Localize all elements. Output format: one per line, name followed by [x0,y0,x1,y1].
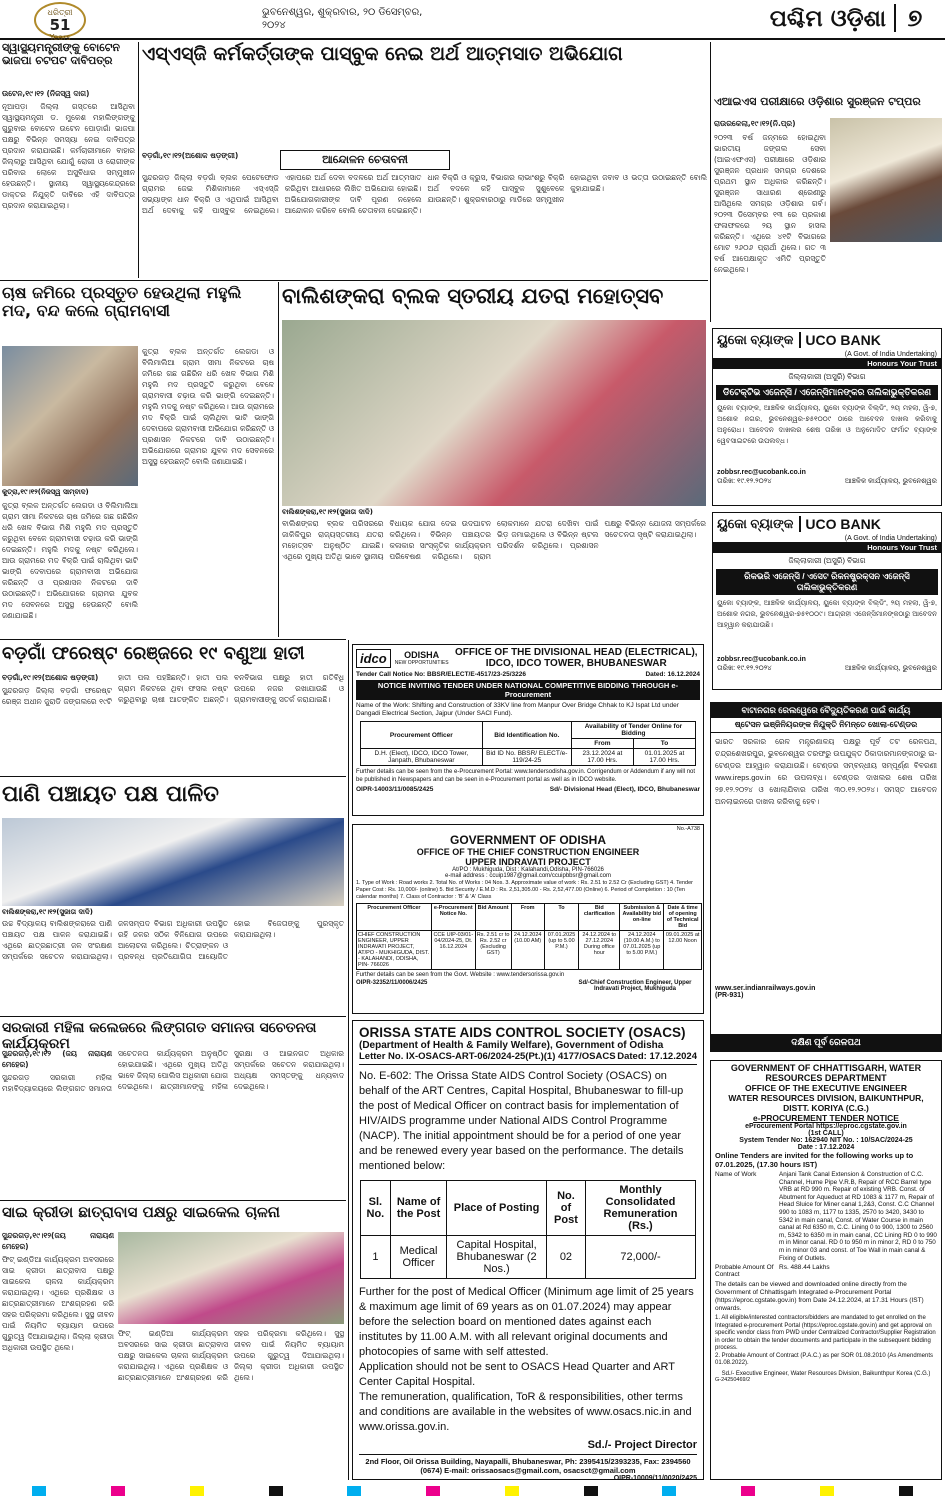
logo-years: 51 [49,16,71,34]
uip-th: To [544,904,578,931]
balishankara-body: ବାଲିଶଙ୍କରା ବ୍ଲକ ପରିସରରେ ଜାକିକିପୁର ରାଜ୍ୟସ୍ତରୀୟ ଯତରା ମହୋତ୍ସବ ଅନୁଷ୍ଠିତ ଯାଇଛି। ଏଥିରେ ମୁଖ୍ୟ ଅତିଥି ଭାବେ ସ୍ଥାନୀୟ ବିଧାୟକ ଯୋଗ ଦେଇ ଉଦଘାଟନ କରିଥିଲେ। ବିଭିନ୍ନ ପଞ୍ଚାୟତର କଳାକାର ସାଂସ୍କୃତିକ କାର୍ଯ୍ୟକ୍ରମ ପରିବେଷଣ କରିଥିଲେ। ଗ୍ରାମ ଲୋକମାନେ ଯତରା ଦେଖିବା ପାଇଁ ଭିଡ଼ ଜମାଇଥିଲେ ଓ ବିଭିନ୍ନ ଷ୍ଟଲ ପରିଦର୍ଶନ କରିଥିଲେ। ପ୍ରଶାସନ ପକ୍ଷରୁ ବିଭିନ୍ନ ଯୋଜନା ସମ୍ପର୍କରେ ସଚେତନତା ସୃଷ୍ଟି କରାଯାଇଥିଲା। [282,519,706,561]
cg-gov: GOVERNMENT OF CHHATTISGARH, WATER RESOURCES DEPARTMENT [730,1063,922,1083]
fraud-headline: ଏସ୍ଏସ୍‌ଜି କର୍ମକର୍ତ୍ତାଙ୍କ ପାସ୍‌ବୁକ ନେଇ ଅର୍ଥ ଆତ୍ମସାତ ଅଭିଯୋଗ [142,43,623,65]
uip-th: e-Procurement Notice No. [431,904,475,931]
uco2-odia-name: ୟୁକୋ ବ୍ୟାଙ୍କ [717,516,794,531]
uco-sign: ଆଞ୍ଚଳିକ କାର୍ଯ୍ୟାଳୟ, ଭୁବନେଶ୍ୱର [844,478,937,485]
idco-oipr: OIPR-14003/11/0085/2425 [356,786,434,793]
idco-th-from: From [571,739,633,749]
osacs-body4: The remuneration, qualification, ToR & responsibilities, other terms and conditions are available in the websites of www.osacs.nic.in and www.orissa.gov.in. [359,1391,692,1433]
cg-pac: Rs. 488.44 Lakhs [779,1264,830,1272]
topper-body [714,132,942,320]
uip-table [356,903,702,970]
osacs-letter: Letter No. IX-OSACS-ART-06/2024-25(Pt.)(1) 4177/OSACS [359,1051,616,1062]
railway-web: www.ser.indianrailways.gov.in [715,985,816,992]
logo-sub: Years [49,33,71,42]
uco2-title: ରିକଭରି ଏଜେନ୍ସି / ଏସେଟ ରିକନଷ୍ଟ୍ରକ୍ସନ ଏଜେନ୍ସି ତାଲିକାଭୁକ୍ତିକରଣ [716,569,938,595]
uip-note: Further details can be seen from the Govt. Website : www.tendersorissa.gov.in [356,972,565,978]
swatch-cyan [662,1486,676,1496]
swatch-magenta [111,1486,125,1496]
swatch-black [899,1486,913,1496]
osacs-td: 1 [361,1236,391,1279]
uip-th: Date & time of opening of Technical Bid [664,904,702,931]
odisha-logo-sub: NEW OPPORTUNITIES [394,660,449,666]
farmers-photo [2,346,138,486]
elephants-dateline: ବଡ଼ଗାଁ,୧୯।୧୨(ଅଶୋକ ଷଡ଼ଙ୍ଗୀ) [2,673,99,682]
uip-td: 24.12.2024 (10.00 A.M.) to 07.01.2025 (up to 5.00 P.M.) [620,931,664,970]
uip-email: e-mail address : ccuip1987@gmail.com/ccuipbbsr@gmail.com [445,873,611,879]
col-divider [710,42,711,322]
health-body [2,88,135,278]
uip-th: Procurement Officer [357,904,432,931]
cg-office: OFFICE OF THE EXECUTIVE ENGINEER [745,1083,907,1093]
swatch-magenta [426,1486,440,1496]
idco-td: Bid ID No. BBSR/ ELECT/e-119/24-25 [482,749,571,766]
college-text: ସୁନ୍ଦରଗଡ଼ ସରକାରୀ ମହିଳା ମହାବିଦ୍ୟାଳୟରେ ଲିଙ୍ଗଗତ ସମାନତା ସଚେତନତା କାର୍ଯ୍ୟକ୍ରମ ଅନୁଷ୍ଠିତ ହୋଇଯାଇଛି। ଏଥିରେ ମୁଖ୍ୟ ଅତିଥି ଭାବେ ଜିଲ୍ଲା ପୋଲିସ ଅଧିକାରୀ ଯୋଗ ଦେଇଥିଲେ। ଛାତ୍ରୀମାନଙ୍କୁ ମହିଳା ସୁରକ୍ଷା ଓ ଆଇନଗତ ଅଧିକାର ସମ୍ପର୍କରେ ସଚେତନ କରାଯାଇଥିଲା। ଅଧ୍ୟକ୍ଷ ସମସ୍ତଙ୍କୁ ଧନ୍ୟବାଦ ଦେଇଥିଲେ। [2,1049,344,1093]
section-title: ପଶ୍ଚିମ ଓଡ଼ିଶା [769,6,886,32]
fraud-dateline: ବଡ଼ଗାଁ,୧୯।୧୨(ଅଶୋକ ଷଡ଼ଙ୍ଗୀ) [142,151,239,160]
idco-sign: Sd/- Divisional Head (Elect), IDCO, Bhubaneswar [549,786,700,793]
sai-photo [118,1232,344,1324]
balishankara-caption: ବାଲିଶଙ୍କରା,୧୯।୧୨(ସୁଜାତା ଦାଦି) [282,508,373,516]
sai-text: ଫିଟ୍ ଇଣ୍ଡିଆ କାର୍ଯ୍ୟକ୍ରମ ଅବସରରେ ସାଇ କ୍ରୀଡା ଛାତ୍ରାବାସ ପକ୍ଷରୁ ସାଇକେଲ ଚାଳନା କାର୍ଯ୍ୟକ୍ରମ କରାଯାଇଥିଲା। ଏଥିରେ ପ୍ରଶିକ୍ଷକ ଓ ଛାତ୍ରଛାତ୍ରୀମାନେ ଅଂଶଗ୍ରହଣ କରି ସହର ପରିକ୍ରମା କରିଥିଲେ। ସୁସ୍ଥ ଜୀବନ ପାଇଁ ନିୟମିତ ବ୍ୟାୟାମ ଉପରେ ଗୁରୁତ୍ୱ ଦିଆଯାଇଥିଲା। ଜିଲ୍ଲା କ୍ରୀଡା ଅଧିକାରୀ ଉପସ୍ଥିତ ଥିଲେ। [2,1255,114,1352]
osacs-dated: Dated: 17.12.2024 [617,1051,697,1062]
health-headline: ସ୍ୱାସ୍ଥ୍ୟମନ୍ତ୍ରୀଙ୍କୁ ବୋଟେନ ଭାଜପା ଚଟପଟ ଦାବିପତ୍ର [2,41,120,67]
osacs-th: Place of Posting [447,1181,547,1236]
osacs-th: Sl. No. [361,1181,391,1236]
row-rule [0,1016,346,1017]
uco-dept: ଜିଲ୍ଲାକାରୀ (ଅସୁରି) ବିଭାଗ [788,372,866,381]
uip-ad [352,824,704,1014]
cg-sign: Sd./- Executive Engineer, Water Resources Division, Baikunthpur Korea (C.G.) [721,1370,931,1377]
fraud-kicker: ଆନ୍ଦୋଳନ ଚେତାବନୀ [280,150,450,170]
uip-no: No.-A738 [676,826,700,832]
railway-body: ଭାରତ ସରକାର ରେଳ ମନ୍ତ୍ରଣାଳୟ ପକ୍ଷରୁ ପୂର୍ବ ତଟ ରେଳପଥ, ଚନ୍ଦ୍ରଶେଖରପୁର, ଭୁବନେଶ୍ୱର ତରଫରୁ ଉପଯୁକ୍ତ ଠିକାଦାରମାନଙ୍କଠାରୁ ଇ-ଟେଣ୍ଡର ଆହ୍ୱାନ କରାଯାଉଛି। ଟେଣ୍ଡର ସମ୍ବନ୍ଧୀୟ ସମ୍ପୂର୍ଣ୍ଣ ବିବରଣୀ www.ireps.gov.in ରେ ଉପଲବ୍ଧ। ଟେଣ୍ଡର ଦାଖଲର ଶେଷ ତାରିଖ ୨୭.୧୨.୨୦୨୪ ଓ ଖୋଲାଯିବାର ତାରିଖ ୩୦.୧୨.୨୦୨୪। ସମସ୍ତ ଆବେଦନ ଅନଲାଇନରେ ଦାଖଲ କରିବାକୁ ହେବ। [715,737,937,806]
health-headline-box [2,42,135,86]
idco-work: Name of the Work: Shifting and Construction of 33KV line from Manpur Over Bridge Chhak to KJ Ispat Ltd under Dangadi Electrical Section, Jajpur (Under SACI Fund). [356,702,679,717]
swatch-cyan [347,1486,361,1496]
uip-td: Rs. 2.51 cr to Rs. 2.52 cr (Excluding GST) [475,931,511,970]
col-divider [278,282,279,637]
college-headline: ସରକାରୀ ମହିଳା କଲେଜରେ ଲିଙ୍ଗଗତ ସମାନତା ସଚେତନତା କାର୍ଯ୍ୟକ୍ରମ [2,1020,317,1053]
idco-table [360,721,696,766]
osacs-td: 02 [546,1236,585,1279]
uip-td: CCE UIP-03/01-04/2024-25, Dt. 16.12.2024 [431,931,475,970]
col-divider [348,640,349,1480]
farmers-body-left: କୁତ୍ରା ବ୍ଲକ ଅନ୍ତର୍ଗତ ଲେଗଡା ଓ ବିଲିମାଲିଆ ଗ୍ରାମ ସୀମା ନିକଟରେ ଚାଷ ଜମିରେ ଗଛ ଗଛିରିନ ଧରି ଖେଳ ବିଭାଗ ମିଶି ମହୁଲି ମଦ ପ୍ରସ୍ତୁତି କରୁଥିବା ବେଳେ ଗ୍ରାମବାସୀ ଚଢ଼ାଉ କରି ଭାଙ୍ଗି ଦେଇଛନ୍ତି। ମହୁଲି ମଦକୁ ନଷ୍ଟ କରିଥିଲେ। ଆଉ ଗ୍ରାମରେ ମଦ ବିକ୍ରି ପାଇଁ ଚାଲିଥିବା ଭାଟି ଭାଙ୍ଗି ଦେବାପରେ ଗ୍ରାମବାସୀ ଅଭିଯୋଗ କରିଛନ୍ତି ଓ ପ୍ରଶାସନ ନିକଟରେ ଦାବି ଉଠାଇଛନ୍ତି। ଅଭିଯୋଗରେ ଗ୍ରାମର ଯୁବକ ମଦ ସେବନରେ ଅସୁସ୍ଥ ହେଉଛନ୍ତି ବୋଲି ଜଣାଯାଇଛି। [2,501,138,620]
cg-work-label: Name of Work [715,1171,757,1178]
cg-note1: 1. All eligible/interested contractors/bidders are mandated to get enrolled on the Integrated e-procurement Portal (https://eproc.cgstate.gov.in) and get approval on specific vendor class from PWD under Centralized Contractor/Supplier Registration in order to obtain the tender documents and participate in the subsequent bidding process. [715,1315,936,1352]
railway-pr: (PR-931) [715,992,744,999]
osacs-oipr: OIPR-10009/11/0020/2425 [613,1475,697,1482]
balishankara-headline: ବାଲିଶଙ୍କରା ବ୍ଲକ ସ୍ତରୀୟ ଯତରା ମହୋତ୍ସବ [282,284,664,308]
sai-headline: ସାଇ କ୍ରୀଡା ଛାତ୍ରାବାସ ପକ୍ଷରୁ ସାଇକେଲ ଚାଳନା [2,1203,280,1221]
balishankara-photo [282,320,706,506]
cg-notice: e-PROCUREMENT TENDER NOTICE [753,1113,899,1123]
farmers-body-right: କୁତ୍ରା ବ୍ଲକ ଅନ୍ତର୍ଗତ ଲେଗଡା ଓ ବିଲିମାଲିଆ ଗ୍ରାମ ସୀମା ନିକଟରେ ଚାଷ ଜମିରେ ଗଛ ଗଛିରିନ ଧରି ଖେଳ ବିଭାଗ ମିଶି ମହୁଲି ମଦ ପ୍ରସ୍ତୁତି କରୁଥିବା ବେଳେ ଗ୍ରାମବାସୀ ଚଢ଼ାଉ କରି ଭାଙ୍ଗି ଦେଇଛନ୍ତି। ମହୁଲି ମଦକୁ ନଷ୍ଟ କରିଥିଲେ। ଆଉ ଗ୍ରାମରେ ମଦ ବିକ୍ରି ପାଇଁ ଚାଲିଥିବା ଭାଟି ଭାଙ୍ଗି ଦେବାପରେ ଗ୍ରାମବାସୀ ଅଭିଯୋଗ କରିଛନ୍ତି ଓ ପ୍ରଶାସନ ନିକଟରେ ଦାବି ଉଠାଇଛନ୍ତି। ଅଭିଯୋଗରେ ଗ୍ରାମର ଯୁବକ ମଦ ସେବନରେ ଅସୁସ୍ଥ ହେଉଛନ୍ତି ବୋଲି ଜଣାଯାଇଛି। [142,347,274,466]
uco2-logo: UCO BANK [799,516,880,532]
cg-call: (1st CALL) [808,1130,844,1137]
idco-th-avail: Availability of Tender Online for Bidding [571,722,695,739]
osacs-address: 2nd Floor, Oil Orissa Building, Nayapalli, Bhubaneswar, Ph: 2395415/2393235, Fax: 2394560 (0674) E-mail: orissaosacs@gmail.com, osacsct@gmail.com [359,1454,697,1475]
osacs-body2: Further for the post of Medical Officer (Minimum age limit of 25 years & maximum age limit of 69 years as on 01.07.2024) may appear before the selection board on mentioned dates against each institutes by 11.00 A.M. with all relevant original documents and photocopies of same with self attested. [359,1286,694,1358]
uco-date: ତାରିଖ: ୧୯.୧୨.୨୦୨୪ [717,478,772,485]
elephants-body [2,672,344,772]
idco-td: 01.01.2025 at 17.00 Hrs. [633,749,695,766]
uip-td: 24.12.2024 (10.00 AM) [511,931,544,970]
elephants-headline: ବଡ଼ଗାଁ ଫରେଷ୍ଟ ରେଞ୍ଜରେ ୧୯ ବଣୁଆ ହାତୀ [2,643,305,664]
topper-headline: ଏଆଇଏସ ପରୀକ୍ଷାରେ ଓଡ଼ିଶାର ସୁରଞ୍ଜନ ଟପ୍ପର [714,95,921,108]
cg-note: The details can be viewed and downloaded online directly from the Government of Chhattisgarh Integrated e-Procurement Portal (https://eproc.cgstate.gov.in) from Date 24.12.2024, at 17.31 Hours (IST) onwards. [715,1281,924,1313]
cg-pac-label: Probable Amount Of Contract [715,1264,774,1279]
pani-caption: ବାଲିଶଙ୍କରା,୧୯।୧୨(ସୁଜାତା ଦାଦି) [2,908,93,916]
idco-th-bid: Bid Identification No. [482,722,571,749]
row-rule [0,280,708,281]
osacs-th: No. of Post [546,1181,585,1236]
dateline: ଭୁବନେଶ୍ୱର, ଶୁକ୍ରବାର, ୨୦ ଡିସେମ୍ବର, ୨୦୨୪ [262,7,423,31]
idco-note: Further details can be seen from the e-Procurement Portal: www.tendersodisha.gov.in. Corrigendum or Addendum if any will not be published in Newspapers and can be seen in e-Procurement portal as well as in IDCO website. [356,769,696,783]
idco-th-officer: Procurement Officer [361,722,483,749]
idco-notice: NOTICE INVITING TENDER UNDER NATIONAL COMPETITIVE BIDDING THROUGH e-Procurement [356,680,700,700]
health-text: ନୂଆପଡ଼ା ଜିଲ୍ଲା ଗସ୍ତରେ ଆସିଥିବା ସ୍ୱାସ୍ଥ୍ୟମନ୍ତ୍ରୀ ଡ. ମୁକେଶ ମହାଲିଙ୍ଗଙ୍କୁ ଗୁରୁବାର ବୋଟେନ ଉଟେନ ପୋଡ଼ାଗାଁ ଭାଜପା ପକ୍ଷରୁ ବିଭିନ୍ନ ସମସ୍ୟା ନେଇ ଦାବିପତ୍ର ପ୍ରଦାନ କରାଯାଇଛି। କର୍ମଚାରୀମାନେ ବାହାର ଜିଲ୍ଲାରୁ ଆସିଥିବା ଯୋଗୁଁ ରୋଗୀ ଓ ରୋଗୀଙ୍କ ପରିବାର ଲୋକେ ଅସୁବିଧାର ସମ୍ମୁଖୀନ ହେଉଛନ୍ତି। ସ୍ଥାନୀୟ ସ୍ୱାସ୍ଥ୍ୟକେନ୍ଦ୍ରରେ ଡାକ୍ତର ନିଯୁକ୍ତି ଦାବିରେ ଏହି ଦାବିପତ୍ର ପ୍ରଦାନ କରାଯାଇଥିଲା। [2,102,135,210]
idco-th-to: To [633,739,695,749]
uip-details: 1. Type of Work : Road works 2. Total No. of Works : 04 Nos. 3. Approximate value of work : Rs. 2.51 to 2.52 Cr (Excluding GST) 4. Tender Paper Cost : Rs. 10,000/- (online) 5. Bid Security / E.M.D : Rs. 2,51,305.00 - Rs. 2,52,477.00 (Online) 6. Period of Completion : 10 (Ten calendar months) 7. Class of Contractor : 'B' & 'A' Class [356,880,693,900]
railway-title: ବାଟାନଗର ରେଲୱେରେ ବୈଦ୍ୟୁତିକରଣ ପାଇଁ କାର୍ଯ୍ୟ [711,703,941,718]
row-rule [0,1200,346,1201]
idco-title: OFFICE OF THE DIVISIONAL HEAD (ELECTRICAL), IDCO, IDCO TOWER, BHUBANESWAR [454,647,698,669]
uco-ad-2 [712,512,942,690]
uip-addr: At/PO : Mukhiguda, Dist : Kalahandi,Odisha, PIN-766026 [452,867,604,873]
osacs-dept: (Department of Health & Family Welfare), Government of Odisha [359,1040,664,1051]
uco2-sign: ଆଞ୍ଚଳିକ କାର୍ଯ୍ୟାଳୟ, ଭୁବନେଶ୍ୱର [844,665,937,672]
uco-tagline: Honours Your Trust [713,358,941,369]
osacs-td: Capital Hospital, Bhubaneswar (2 Nos.) [447,1236,547,1279]
col-divider [138,42,139,278]
farmers-headline: ଚାଷ ଜମିରେ ପ୍ରସ୍ତୁତ ହେଉଥିଲା ମହୁଲି ମଦ, ବନ୍ଦ କଲେ ଗ୍ରାମବାସୀ [2,283,242,321]
topper-dateline: ରାଉରକେଲା,୧୯।୧୨(ନି.ପ୍ର) [714,119,796,128]
swatch-yellow [190,1486,204,1496]
uip-th: Bid clarification [579,904,620,931]
osacs-ad [352,1020,704,1480]
pani-headline: ପାଣି ପଞ୍ଚାୟତ ପକ୍ଷ ପାଳିତ [2,782,219,807]
cg-footer: G-24250469/2 [715,1376,751,1383]
cg-ad [710,1060,942,1480]
college-body [2,1048,344,1198]
idco-td: D.H. (Elect), IDCO, IDCO Tower, Janpath, Bhubaneswar [361,749,483,766]
cg-website: eProcurement Portal https://eproc.cgstate.gov.in [745,1123,907,1130]
sai-body-right: ଫିଟ୍ ଇଣ୍ଡିଆ କାର୍ଯ୍ୟକ୍ରମ ଅବସରରେ ସାଇ କ୍ରୀଡା ଛାତ୍ରାବାସ ପକ୍ଷରୁ ସାଇକେଲ ଚାଳନା କାର୍ଯ୍ୟକ୍ରମ କରାଯାଇଥିଲା। ଏଥିରେ ପ୍ରଶିକ୍ଷକ ଓ ଛାତ୍ରଛାତ୍ରୀମାନେ ଅଂଶଗ୍ରହଣ କରି ସହର ପରିକ୍ରମା କରିଥିଲେ। ସୁସ୍ଥ ଜୀବନ ପାଇଁ ନିୟମିତ ବ୍ୟାୟାମ ଉପରେ ଗୁରୁତ୍ୱ ଦିଆଯାଇଥିଲା। ଜିଲ୍ଲା କ୍ରୀଡା ଅଧିକାରୀ ଉପସ୍ଥିତ ଥିଲେ। [118,1329,344,1382]
idco-td: 23.12.2024 at 17.00 Hrs. [571,749,633,766]
swatch-black [584,1486,598,1496]
uco2-govt: (A Govt. of India Undertaking) [844,535,937,542]
railway-ad [710,702,942,1052]
anniversary-logo [34,2,86,42]
osacs-th: Monthly Consolidated Remuneration (Rs.) [586,1181,696,1236]
topper-text: ୨୦୨୩ ବର୍ଷ ଜନ୍ମରେ ହୋଇଥିବା ଭାରତୀୟ ଜଙ୍ଗଲ ସେବା (ଆଇଏଫଏସ) ପରୀକ୍ଷାରେ ଓଡ଼ିଶାର ସୁରଞ୍ଜନ ପ୍ରଧାନ ସମଗ୍ର ଦେଶରେ ପ୍ରଥମ ସ୍ଥାନ ଅଧିକାର କରିଛନ୍ତି। ସୁରଞ୍ଜନ ସାଧାରଣ ଶ୍ରେଣୀରୁ ଆସିଥିଲେ ସମଗ୍ର ଓଡ଼ିଶାର ଗର୍ବ। ୨୦୨୩ ଡିସେମ୍ବର ୧୩ ରେ ପ୍ରକାଶ ଫଳାଫଳରେ ୨ୟ ସ୍ଥାନ ହାସଲ କରିଛନ୍ତି। ଏଥିରେ ୪୧ଟି ବିଭାଗରେ ମୋଟ ୨୬୦୬ ପ୍ରାର୍ଥୀ ଥିଲେ। ଗତ ୩ ବର୍ଷ ଆପେକ୍ଷାକୃତ ଏମିତି ପ୍ରସ୍ତୁତି ନେଇଥିଲେ। [714,133,826,274]
uip-td: CHIEF CONSTRUCTION ENGINEER, UPPER INDRAVATI PROJECT, AT/PO - MUKHIGUDA, DIST. - KALAHANDI, ODISHA, PIN- 766026 [357,931,432,970]
uip-office: OFFICE OF THE CHIEF CONSTRUCTION ENGINEER [416,847,640,857]
elephants-text: ସୁନ୍ଦରଗଡ଼ ଜିଲ୍ଲା ବଡ଼ଗାଁ ଫରେଷ୍ଟ ରେଞ୍ଜ ଅଧୀନ ଜୁରାଡି ଜଙ୍ଗଲରେ ୧୯ଟି ହାତୀ ପଲ ପହଞ୍ଚିଛନ୍ତି। ହାତୀ ପଲ ଗ୍ରାମ ନିକଟରେ ଥିବା ଫସଲ ନଷ୍ଟ କରୁଥିବାରୁ ଚାଷୀ ଆତଙ୍କିତ ଅଛନ୍ତି। ବନବିଭାଗ ପକ୍ଷରୁ ହାତୀ ଗତିବିଧି ଉପରେ ନଜର ରଖାଯାଉଛି ଓ ଗ୍ରାମବାସୀଙ୍କୁ ସତର୍କ କରାଯାଇଛି। [2,673,344,706]
idco-logo: idco [360,650,387,666]
uco-email: zobbsr.rec@ucobank.co.in [717,469,806,476]
swatch-cyan [32,1486,46,1496]
cg-invite: Online Tenders are invited for the following works up to 07.01.2025, (17.30 hours IST) [715,1151,914,1169]
osacs-title: ORISSA STATE AIDS CONTROL SOCIETY (OSACS) [359,1025,686,1040]
swatch-black [269,1486,283,1496]
uip-th: Bid Amount [475,904,511,931]
fraud-body: ସୁନ୍ଦରଗଡ଼ ଜିଲ୍ଲା ବଡ଼ଗାଁ ବ୍ଲକ ପେଟେଫୋଡ ଗ୍ରାମର ଜେଇ ମିଶିକାମାନେ ଏସ୍ଏସ୍‌ଜି ସଭ୍ୟାଙ୍କ ଧାନ ବିକ୍ରି ଓ ଏଥିପାଇଁ ଆସିଥିବା ଅର୍ଥ ଦେବାକୁ କହି ପାସ୍‌ବୁକ ନେଇଥିଲେ। ଏହାପରେ ଅର୍ଥ ଦେବା ବଦଳରେ ଅର୍ଥ ଆତ୍ମସାତ କରିଥିବା ଆଧାରରେ ଲିଖିତ ଅଭିଯୋଗ ହୋଇଛି। ଅଭିଯୋଗକାରୀଙ୍କ ଦାବି ପୂରଣ ନହେଲେ ଆନ୍ଦୋଳନ କରିବେ ବୋଲି ଚେତାବନୀ ଦେଇଛନ୍ତି। ଧାନ ବିକ୍ରି ଓ କ୍ରୁସ, ବିଭାଗର ଲାଭାଂଶରୁ ବିକ୍ରି ଅର୍ଥ ବଦଳେ କହି ପାସ୍‌ବୁକ ସୁଶୁବେଳେ ଯାଉଛନ୍ତି। ଶୁକ୍ରବାରଠାରୁ ମାଡିରେ ସମ୍ମୁଖୀନ ହୋଇଥିବା ଜବାବ ଓ ଭତ୍ତା ଉଠାଇଛନ୍ତି ବୋଲି କୁହାଯାଇଛି। [142,173,707,215]
uip-project: UPPER INDRAVATI PROJECT [465,857,591,867]
osacs-td: 72,000/- [586,1236,696,1279]
uip-th: Submission & Availability bid on-line [620,904,664,931]
uco-odia-name: ୟୁକୋ ବ୍ୟାଙ୍କ [717,332,794,347]
health-dateline: ଉଟେନ,୧୯।୧୨ (ନିଜସ୍ୱ ଦାଗ) [2,89,90,98]
cg-note2: 2. Probable Amount of Contract (P.A.C.) as per SOR 01.08.2010 (As Amendments 01.08.2022). [715,1352,934,1367]
uco2-dept: ଜିଲ୍ଲାକାରୀ (ଅସୁରି) ବିଭାଗ [788,556,866,565]
cg-date: Date : 17.12.2024 [797,1144,855,1151]
uip-sign: Sd/-Chief Construction Engineer, Upper Indravati Project, Mukhiguda [578,980,692,992]
pani-photo [2,818,344,906]
uco2-email: zobbsr.rec@ucobank.co.in [717,656,806,663]
osacs-table [360,1180,696,1279]
idco-dated: Dated: 16.12.2024 [645,671,700,678]
swatch-magenta [741,1486,755,1496]
sai-dateline: ସୁନ୍ଦରଗଡ଼,୧୯।୧୨(ଜୟ ନାରାୟଣ ମେହେର) [2,1231,114,1251]
uco-logo: UCO BANK [799,332,880,348]
farmers-caption: କୁତ୍ରା,୧୯।୧୨(ନିଜସ୍ୱ ସାମ୍ବାଦ) [2,488,89,496]
row-rule [0,639,346,640]
page-number: ୭ [894,4,934,32]
uco2-body: ୟୁକୋ ବ୍ୟାଙ୍କ, ଆଞ୍ଚଳିକ କାର୍ଯ୍ୟାଳୟ, ୟୁକୋ ବ୍ୟାଙ୍କ ବିଲ୍ଡିଂ, ୨ୟ ମହଲା, ୱି-୭, ଅଶୋକ ନଗର, ଭୁବନେଶ୍ୱର-୭୫୧୦୦୯। ଆଗ୍ରହୀ ଏଜେନ୍ସିମାନଙ୍କଠାରୁ ଆବେଦନ ଆହ୍ୱାନ କରାଯାଉଛି। [717,600,937,629]
railway-subtitle: ଷ୍ଟେସନ ଇଞ୍ଜିନିୟରଙ୍କ ନିଯୁକ୍ତି ନିମନ୍ତେ ଖୋଲା-ଟେଣ୍ଡର [711,718,941,733]
uip-td: 09.01.2025 at 12.00 Noon [664,931,702,970]
uco-govt: (A Govt. of India Undertaking) [844,351,937,358]
uco-title: ଡିଟେକ୍ଟିଭ ଏଜେନ୍ସି / ଏଜେନ୍ସିମାନଙ୍କର ତାଲିକାଭୁକ୍ତିକରଣ [716,385,938,400]
osacs-sign: Sd./- Project Director [587,1439,697,1451]
osacs-th: Name of the Post [390,1181,447,1236]
uip-oipr: OIPR-32352/11/0006/2425 [356,980,428,986]
cg-division: WATER RESOURCES DIVISION, BAIKUNTHPUR, DISTT. KORIYA (C.G.) [728,1093,924,1113]
uco2-tagline: Honours Your Trust [713,542,941,553]
row-rule [0,776,346,777]
uip-td: 24.12.2024 to 27.12.2024 During office hour [579,931,620,970]
swatch-yellow [820,1486,834,1496]
cg-sys: System Tender No: 162940 NIT No. : 10/SAC/2024-25 [739,1137,913,1144]
uip-gov: GOVERNMENT OF ODISHA [449,833,606,847]
uco-body: ୟୁକୋ ବ୍ୟାଙ୍କ, ଆଞ୍ଚଳିକ କାର୍ଯ୍ୟାଳୟ, ୟୁକୋ ବ୍ୟାଙ୍କ ବିଲ୍ଡିଂ, ୨ୟ ମହଲା, ୱି-୭, ଅଶୋକ ନଗର, ଭୁବନେଶ୍ୱର-୭୫୧୦୦୯ ଠାରେ ଆବେଦନ ଦାଖଲ କରିବାକୁ ଅନୁରୋଧ। ଆବେଦନ ଦାଖଲର ଶେଷ ତାରିଖ ଓ ଅନୁମୋଦିତ ଫର୍ମାଟ ବ୍ୟାଙ୍କ ୱେବସାଇଟରେ ଉପଲବ୍ଧ। [717,405,937,445]
logo-top-text: ଧରିତ୍ରୀ [47,8,73,17]
uco2-date: ତାରିଖ: ୧୯.୧୨.୨୦୨୪ [717,665,772,672]
osacs-body3: Application should not be sent to OSACS Head Quarter and ART Center Capital Hospital. [359,1361,675,1388]
color-registration-bar [0,1484,945,1498]
swatch-yellow [505,1486,519,1496]
idco-ad [352,644,704,816]
cg-work: Anjani Tank Canal Extension & Construction of C.C. Channel, Hume Pipe V.R.B, Repair of RCC Barrel type VRB at RD 990 m. Repair of existing VRB. Const. of Abutment for Aqueduct at RD 1083 & 1177 m, Repair of Head Sluice for Miner canal 1,2&3, Const. C.C Channel 990 to 1083 m, 1177 to 1335, 2570 to 3420, 3430 to 5342 in main canal, Const. of Water Course in main canal at Rd 6350 m, C.C. Lining 0 to 900, 1300 to 2560 m, 5342 to 6350 m in main canal, CC Lining RD 0 to 990 m in Minor canal. RD 0 to 950 m in minor 2, RD 0 to 750 m in minor 03 and const. of Toe Wall in main canal & Fixing of Outlets. [779,1171,937,1262]
uip-td: 07.01.2025 (up to 5.00 P.M.) [544,931,578,970]
osacs-body: No. E-602: The Orissa State AIDS Control Society (OSACS) on behalf of the ART Centres, Capital Hospital, Bhubaneswar to fill-up the post of Medical Officer on contract basis for implementation of HIV/AIDS programme under National AIDS Control Programme (NACP). The initial appointment should be for a period of one year and be renewed every year based on the performance. The details mentioned below: [359,1070,684,1172]
uco-ad-1 [712,328,942,506]
idco-ref: Tender Call Notice No: BBSR/ELECT/E-4517/23-25/3226 [356,671,527,678]
college-dateline: ସୁନ୍ଦରଗଡ଼,୧୯।୧୨ (ଜୟ ନାରାୟଣ ମେହେର) [2,1049,112,1069]
sai-body-left [2,1230,114,1478]
railway-footer: ଦକ୍ଷିଣ ପୂର୍ବ ରେଳପଥ [711,1034,941,1051]
osacs-td: Medical Officer [390,1236,447,1279]
pani-body: ଉଚ୍ଚ ବିଦ୍ୟାଳୟ ବାଲିଶଙ୍କରାରେ ପାଣି ପଞ୍ଚାୟତ ପକ୍ଷ ପାଳନ କରାଯାଇଛି। ଏଥିରେ ଛାତ୍ରଛାତ୍ରୀ ଜଳ ସଂରକ୍ଷଣ ସମ୍ପର୍କରେ ସଚେତନ କରାଯାଇଥିଲା। ଜଳସମ୍ପଦ ବିଭାଗ ଅଧିକାରୀ ଉପସ୍ଥିତ ରହି ଜଳର ସଠିକ ବିନିଯୋଗ ଉପରେ ଆଲୋଚନା କରିଥିଲେ। ଚିତ୍ରାଙ୍କନ ଓ ପ୍ରବନ୍ଧ ପ୍ରତିଯୋଗିତା ଆୟୋଜିତ ହୋଇ ବିଜେତାଙ୍କୁ ପୁରସ୍କୃତ କରାଯାଇଥିଲା। [2,919,344,961]
uip-th: From [511,904,544,931]
odisha-logo: ODISHA [404,650,440,660]
